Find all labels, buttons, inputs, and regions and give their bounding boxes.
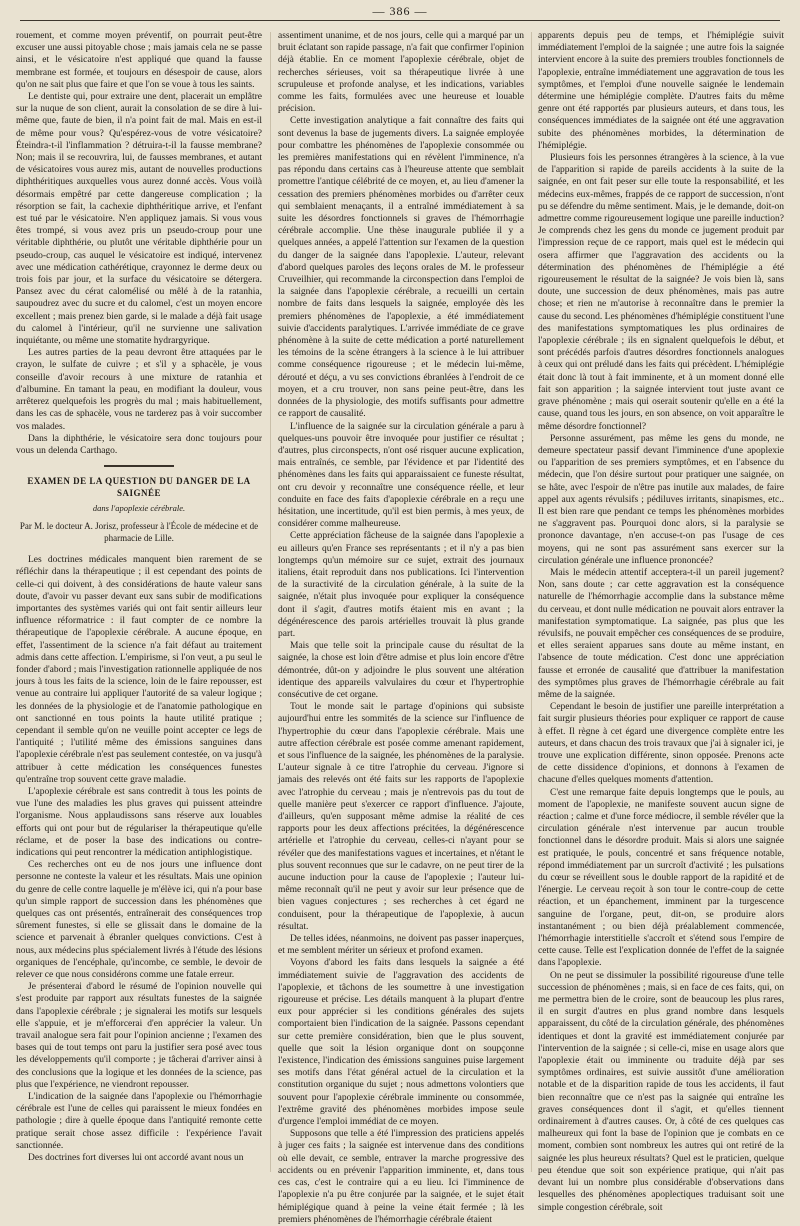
paragraph: Des doctrines fort diverses lui ont accordé avant nous un	[28, 1153, 244, 1164]
section-title: EXAMEN DE LA QUESTION DU DANGER DE LA SAIGNÉE	[27, 476, 251, 499]
paragraph: Le dentiste qui, pour extraire une dent, placerait un emplâtre sur la nuque de son client, aurait la consolation de se dire à lui-même que, faute de bien, il n'a point fait de mal. Mais en est-il de même pour vous? Qu'espérez-vous de votre vésicatoire? Éteindra-t-il l'inflammation ? détruira-t-il la fausse membrane? Non; mais il se recouvrira, lui, de fausses membranes, et autant de vésicatoires vous aurez mis, autant de nouvelles productions diphthéritiques auxquelles vous aurez donné accès. Vous voilà désormais empêtré par cette dangereuse complication ; la résorption se fait, la cachexie diphthéritique arrive, et l'enfant est tué par le vésicatoire. N'en appliquez jamais. Si vous vous êtes trompé, si vous avez pris un pseudo-croup pour une véritable diphthérie, ou plutôt une véritable diphthérie pour un pseudo-croup, cas auquel le vésicatoire est indiqué, intervenez avec une médication cathérétique, crayonnez le derme deux ou trois fois par jour, et la surface du vésicatoire se détergera. Pansez avec du cérat calomélisé ou mêlé à de la ratanhia, saupoudrez avec du sucre et du calomel, c'est un moyen encore excellent ; mais prenez bien garde, si le malade a déjà fait usage du calomel à l'intérieur, qu'il ne survienne une salivation inquiétante, ou même une stomatite hydrargyrique.	[16, 92, 262, 347]
paragraph: Cette investigation analytique a fait connaître des faits qui sont devenus la base de jugements divers. La saignée employée pour combattre les phénomènes de l'apoplexie consommée ou les premières manifestations qui en révèlent l'imminence, n'a pas répondu dans certains cas à l'heureuse attente que semblait promettre l'antique célébrité de ce moyen, et, au lieu d'amener la cessation des premiers phénomènes morbides ou d'arrêter ceux qui semblaient menaçants, il a entraîné immédiatement à sa suite les désordres fonctionnels si graves de l'hémorrhagie cérébrale accomplie. Une thèse inaugurale publiée il y a quelques années, a appelé l'attention sur l'examen de la question du danger de la saignée dans l'apoplexie. L'auteur, relevant d'abord quelques paroles des leçons orales de M. le professeur Cruveilhier, qui recommande la circonspection dans l'emploi de la saignée dans l'apoplexie cérébrale, a recueilli un certain nombre de faits dans lesquels la saignée, employée dès les premiers phénomènes de l'apoplexie, a été immédiatement suivie d'accidents paralytiques. L'arrivée immédiate de ce grave phénomène à la suite de cette médication a porté naturellement les témoins de la scène étrangers à la science à le lui attribuer comme conséquence rigoureuse ; et le médecin lui-même, dérouté et déçu, a vu ses convictions ébranlées à l'endroit de ce moyen, et a cru trouver, non sans peine peut-être, dans les données de la physiologie, des motifs suffisants pour admettre ce rapport de causalité.	[278, 116, 524, 420]
paragraph: Cependant le besoin de justifier une pareille interprétation a fait surgir plusieurs théories pour expliquer ce rapport de cause à effet. Il règne à cet égard une divergence complète entre les auteurs, et dans chacun des trois travaux que j'ai à signaler ici, je trouve une explication différente, sinon opposée. Prenons acte de cette dissidence d'opinions, et donnons à l'examen de chacune d'elles quelques moments d'attention.	[538, 702, 784, 786]
paragraph: L'influence de la saignée sur la circulation générale a paru à quelques-uns pouvoir être invoquée pour justifier ce résultat ; d'autres, plus circonspects, n'ont osé risquer aucune explication, mais entraînés, ce semble, par l'évidence et par l'identité des phénomènes dans les faits qui apparaissaient ce funeste résultat, ont cru devoir y reconnaître une conséquence réelle, et leur conduite en face des faits d'apoplexie cérébrale en a reçu une hésitation, une incertitude, qu'il est bien permis, à mes yeux, de considérer comme malheureuse.	[278, 421, 524, 530]
paragraph: Mais que telle soit la principale cause du résultat de la saignée, la chose est loin d'être admise et plus loin encore d'être démontrée, dût-on y adjoindre le plus souvent une altération identique des appareils valvulaires du cœur et l'hypertrophie consécutive de cet organe.	[278, 641, 524, 700]
paragraph: C'est une remarque faite depuis longtemps que le pouls, au moment de l'apoplexie, ne manifeste souvent aucun signe de réaction ; calme et d'une force médiocre, il semble révéler que la circulation générale n'est intervenue par aucun trouble fonctionnel dans le désordre produit. Mais si alors une saignée est pratiquée, le pouls, concentré et sans fréquence notable, répond immédiatement par un surcroît d'activité ; les pulsations du cœur se réveillent sous le double rapport de la rapidité et de l'énergie. Le cerveau reçoit à son tour le contre-coup de cette réaction, et un épanchement, imminent par la turgescence sanguine de l'organe, peut, dit-on, se produire alors instantanément ; ou bien déjà préalablement commencée, l'hémorrhagie interstitielle s'accroît et s'étend sous l'empire de cette cause. Telle est l'explication donnée de l'effet de la saignée dans l'apoplexie.	[538, 787, 784, 969]
section-subtitle: dans l'apoplexie cérébrale.	[92, 502, 186, 513]
section-separator	[104, 465, 174, 467]
paragraph: Personne assurément, pas même les gens du monde, ne demeure spectateur passif devant l'imminence d'une apoplexie ou l'apparition de ses premiers symptômes, et en l'absence du médecin, que l'on désire surtout pour pratiquer une saignée, on se hâte, avec l'espoir de n'être pas inutile aux malades, de faire appel aux agents révulsifs ; pédiluves irritants, sinapismes, etc.. Il est bien rare que pendant ce temps les phénomènes morbides ne s'aggravent pas. Pourquoi donc alors, si la paralysie se prononce davantage, n'en accuse-t-on pas l'usage de ces moyens, qui ne sont pas assurément sans exercer sur la circulation générale une influence prononcée?	[538, 433, 784, 566]
paragraph: Supposons que telle a été l'impression des praticiens appelés à juger ces faits ; la saignée est intervenue dans des conditions où elle devait, ce semble, entraver la marche progressive des accidents ou en prévenir l'apparition imminente, et, dans tous ces cas, c'est le contraire qui a eu lieu. Ici l'imminence de l'apoplexie n'a pu être conjurée par la saignée, et le sujet était hémiplégique quand à peine la veine était fermée ; là les premiers phénomènes de l'hémorrhagie cérébrale étaient	[278, 1129, 524, 1225]
author-byline: Par M. le docteur A. Jorisz, professeur à l'École de médecine et de pharmacie de Lille.	[19, 520, 259, 543]
column-divider	[270, 32, 271, 1172]
header-rule	[20, 20, 780, 21]
paragraph: Tout le monde sait le partage d'opinions qui subsiste aujourd'hui entre les sommités de la science sur l'influence de l'hypertrophie du cœur dans l'apoplexie cérébrale. Mais une autre affection cérébrale est posée comme amenant rapidement, et sous l'influence de la saignée, les phénomènes de la paralysie. L'auteur signale à ce titre l'atrophie du cerveau. J'ignore si jamais des relevés ont été faits sur les rapports de l'apoplexie avec l'atrophie du cerveau ; mais je n'entrevois pas du tout de quelle manière peut s'exercer ce rapport d'influence. J'ajoute, d'ailleurs, qu'en supposant même admise la réalité de ces rapports pour les deux affections précitées, la dégénérescence artérielle et l'atrophie du cerveau, celles-ci n'ayant pour se révéler que des manifestations vagues et incertaines, et n'étant le plus souvent reconnues que sur le cadavre, on ne peut tirer de la aucune induction pour la cause de l'apoplexie ; l'auteur lui-même reconnaît qu'il ne peut y avoir sur leur présence que de bien vagues conjectures ; ses recherches à cet égard ne conduisent, pour la thérapeutique de l'apoplexie, à aucun résultat.	[278, 702, 524, 932]
paragraph: Ces recherches ont eu de nos jours une influence dont personne ne conteste la valeur et les résultats. Mais une opinion du genre de celle contre laquelle je m'élève ici, qui n'a pour base qu'un simple rapport de succession dans les phénomènes que quelques cas ont présentés, entraînerait des conséquences trop sûrement funestes, si elle se glissait dans le domaine de la science et parvenait à ébranler quelques convictions. C'est à nous, aux médecins plus spécialement livrés à l'étude des lésions organiques de l'encéphale, qu'incombe, ce semble, le devoir de relever ce que nous considérons comme une fatale erreur.	[16, 860, 263, 981]
paragraph: Voyons d'abord les faits dans lesquels la saignée a été immédiatement suivie de l'aggravation des accidents de l'apoplexie, et tâchons de les soumettre à une investigation rigoureuse et précise. Les détails manquent à la plupart d'entre eux pour apprécier si les conditions générales des sujets comportaient bien l'indication de la saignée. Passons cependant sur cette première considération, bien que le plus souvent, quelle que soit la lésion organique dont on soupçonne l'existence, l'indication des émissions sanguines puise largement ses motifs dans l'état général actuel de la circulation et la constitution organique du sujet ; nous admettons volontiers que souvent pour l'apoplexie cérébrale imminente ou consommée, l'extrême gravité des phénomènes morbides impose seule d'urgence l'emploi immédiat de ce moyen.	[278, 958, 524, 1128]
column-divider	[531, 32, 532, 1172]
paragraph: Mais le médecin attentif acceptera-t-il un pareil jugement? Non, sans doute ; car cette aggravation est la conséquence naturelle de l'hémorrhagie accomplie dans la substance même du cerveau, et dont nulle médication ne pouvait alors entraver la manifestation symptomatique. La saignée, pas plus que les révulsifs, ne pouvait empêcher ces conséquences de se produire, et elles seraient apparues sans doute au même instant, en l'absence de toute médication. C'est donc une appréciation fausse et erronée de causalité que d'attribuer la manifestation des symptômes plus graves de l'hémorrhagie cérébrale au fait même de la saignée.	[538, 567, 784, 700]
paragraph: On ne peut se dissimuler la possibilité rigoureuse d'une telle succession de phénomènes ; mais, si en face de ces faits, qui, on me permettra bien de le croire, sont de beaucoup les plus rares, il en surgit d'autres en plus grand nombre dans lesquels apparaissent, du côté de la circulation générale, des phénomènes identiques et dont la gravité est immédiatement conjurée par l'intervention de la saignée ; si celle-ci, mise en usage alors que l'apoplexie était ou imminente ou traduite déjà par ses symptômes ordinaires, est suivie aussitôt d'une amélioration notable et de la disparition rapide de tous les accidents, il faut bien reconnaître que ce n'est pas la saignée qui entraîne les graves conséquences dont il s'agit, et qu'elles tiennent ordinairement à d'autres causes. Or, à côté de ces quelques cas malheureux qui font la base de l'opinion que je combats en ce moment, combien sont nombreux les autres qui ont retiré de la saignée les plus heureux résultats? Quel est le praticien, quelque peu étendue que soit son expérience pratique, qui n'ait pas devant lui un nombre plus considérable d'observations dans lesquelles des phénomènes apoplectiques traduisant soit une simple congestion cérébrale, soit	[538, 970, 784, 1213]
column-3	[538, 30, 784, 1213]
paragraph: L'apoplexie cérébrale est sans contredit à tous les points de vue l'une des maladies les plus graves qui puissent atteindre l'organisme. Nous applaudissons sans réserve aux louables efforts qui ont pour but de régulariser la thérapeutique qu'elle réclame, et de poser la base des indications ou contre-indications qui peut rencontrer la médication antiphlogistique.	[16, 786, 262, 858]
paragraph: Dans la diphthérie, le vésicatoire sera donc toujours pour vous un delenda Carthago.	[16, 433, 262, 456]
column-2	[278, 30, 524, 1225]
paragraph: Les doctrines médicales manquent bien rarement de se réfléchir dans la thérapeutique ; il est cependant des points de celle-ci qui doivent, à des considérations de haute valeur sans doute, d'avoir vu passer devant eux sans subir de modifications importantes des systèmes variés qui ont fait sentir ailleurs leur influence réformatrice : il faut compter de ce nombre la thérapeutique de l'apoplexie cérébrale. A aucune époque, en effet, l'assentiment de la science n'a fait défaut au traitement admis dans cette affection. L'empirisme, si l'on veut, a pu seul le fonder d'abord ; mais l'investigation rationnelle appliquée de nos jours à tous les faits de la science, loin de le faire repousser, est venue au contraire lui appliquer l'autorité de sa valeur logique ; les données de la physiologie et de l'anatomie pathologique en ont sanctionné en tous points la haute utilité pratique ; cependant il semble qu'on ne veuille point accepter ce legs de l'antiquité ; l'utilité même des émissions sanguines dans l'apoplexie cérébrale n'est pas seulement contestée, on va jusqu'à attribuer à cette médication les conséquences funestes qu'entraîne trop souvent cette grave maladie.	[16, 555, 262, 785]
paragraph: Les autres parties de la peau devront être attaquées par le crayon, le sulfate de cuivre ; et s'il y a sphacèle, je vous conseille d'avoir recours à une mixture de ratanhia et d'albumine. En tamant la peau, en modifiant la douleur, vous arrêterez quelquefois les progrès du mal ; mais habituellement, dans les cas de sphacèle, vous ne tarderez pas à voir succomber vos malades.	[16, 348, 262, 432]
paragraph: Plusieurs fois les personnes étrangères à la science, à la vue de l'apparition si rapide de pareils accidents à la suite de la saignée, en ont fait peser sur elle toute la responsabilité, et les médecins eux-mêmes, frappés de ce rapport de succession, n'ont pu se défendre du même sentiment. Mais, je le demande, doit-on admettre comme rigoureusement logique une pareille induction? Je comprends chez les gens du monde ce jugement produit par l'impression reçue de ce rapport, mais quel est le médecin qui osera affirmer que l'aggravation des accidents ou la détermination des phénomènes de l'hémiplégie a été rigoureusement le résultat de la saignée? Je vois bien là, sans doute, une succession de deux phénomènes, mais pas autre chose; et rien ne m'autorise à reconnaître dans le premier la cause du second. Les phénomènes d'hémiplégie constituent l'une des manifestations symptomatiques les plus ordinaires de l'apoplexie cérébrale ; ils en signalent quelquefois le début, et sont précédés parfois d'autres désordres fonctionnels analogues à ceux qui ont préludé dans les faits qui précèdent. L'hémiplégie était donc là tout à fait imminente, et à un moment donné elle fait son apparition ; la saignée intervient tout juste avant ce grave phénomène ; mais qui oserait soutenir qu'elle en a été la cause, quand tous les jours, en son absence, on voit apparaître le même désordre fonctionnel?	[538, 153, 784, 432]
paragraph: assentiment unanime, et de nos jours, celle qui a marqué par un bruit éclatant son rapide passage, n'a fait que confirmer l'opinion déjà établie. En ce moment l'apoplexie cérébrale, objet de recherches sérieuses, voit sa thérapeutique livrée à une scrupuleuse et profonde analyse, et les indications, variables comme les faits, formulées avec une heureuse et louable précision.	[278, 31, 524, 115]
page-number: — 386 —	[372, 4, 428, 18]
paragraph: De telles idées, néanmoins, ne doivent pas passer inaperçues, et me semblent mériter un sérieux et profond examen.	[278, 934, 524, 957]
paragraph: apparents depuis peu de temps, et l'hémiplégie suivit immédiatement l'emploi de la saignée ; une autre fois la saignée intervient encore à la suite des premiers troubles fonctionnels de l'apoplexie, entraîne immédiatement une aggravation de tous les symptômes, et l'emploi d'une nouvelle saignée le lendemain détermine une hémiplégie complète. D'autres faits du même genre ont été rapportés par plusieurs auteurs, et dans tous, les conséquences immédiates de la saignée ont été une aggravation subite des phénomènes morbides, la détermination de l'hémiplégie.	[538, 31, 784, 151]
paragraph: Je présenterai d'abord le résumé de l'opinion nouvelle qui s'est produite par rapport aux résultats funestes de la saignée dans l'apoplexie cérébrale ; je signalerai les motifs sur lesquels elle s'appuie, et je m'efforcerai d'en apprécier la valeur. Un travail analogue sera fait pour l'opinion ancienne ; l'examen des bases qui de tout temps ont paru la justifier sera posé avec tous les développements qu'il comporte ; je tâcherai d'arriver ainsi à des conclusions que la logique et les données de la science, pas plus que l'expérience, ne viendront repousser.	[16, 982, 262, 1090]
paragraph: Cette appréciation fâcheuse de la saignée dans l'apoplexie a eu ailleurs qu'en France ses représentants ; et il n'y a pas bien longtemps qu'un mémoire sur ce sujet, extrait des journaux italiens, était reproduit dans nos publications. Ici l'intervention de la suractivité de la circulation générale, à la suite de la saignée, n'était plus invoquée pour expliquer la conséquence dont il s'agit, d'autres motifs étaient mis en avant ; la dégénérescence des parois artérielles trouvait là plus grande part.	[278, 531, 524, 639]
column-1	[16, 30, 262, 1180]
paragraph: L'indication de la saignée dans l'apoplexie ou l'hémorrhagie cérébrale est l'une de celles qui paraissent le mieux fondées en pathologie ; dire à quelle époque dans l'antiquité remonte cette pratique serait chose assez difficile : l'expérience l'avait sanctionnée.	[16, 1092, 262, 1151]
paragraph: rouement, et comme moyen préventif, on pourrait peut-être excuser une aussi pitoyable chose ; mais jamais cela ne se passe ainsi, et le vésicatoire n'est appliqué que quand la fausse membrane est formée, et toujours en désespoir de cause, alors qu'on ne sait plus que faire et que l'on se voue à tous les saints.	[16, 31, 262, 90]
